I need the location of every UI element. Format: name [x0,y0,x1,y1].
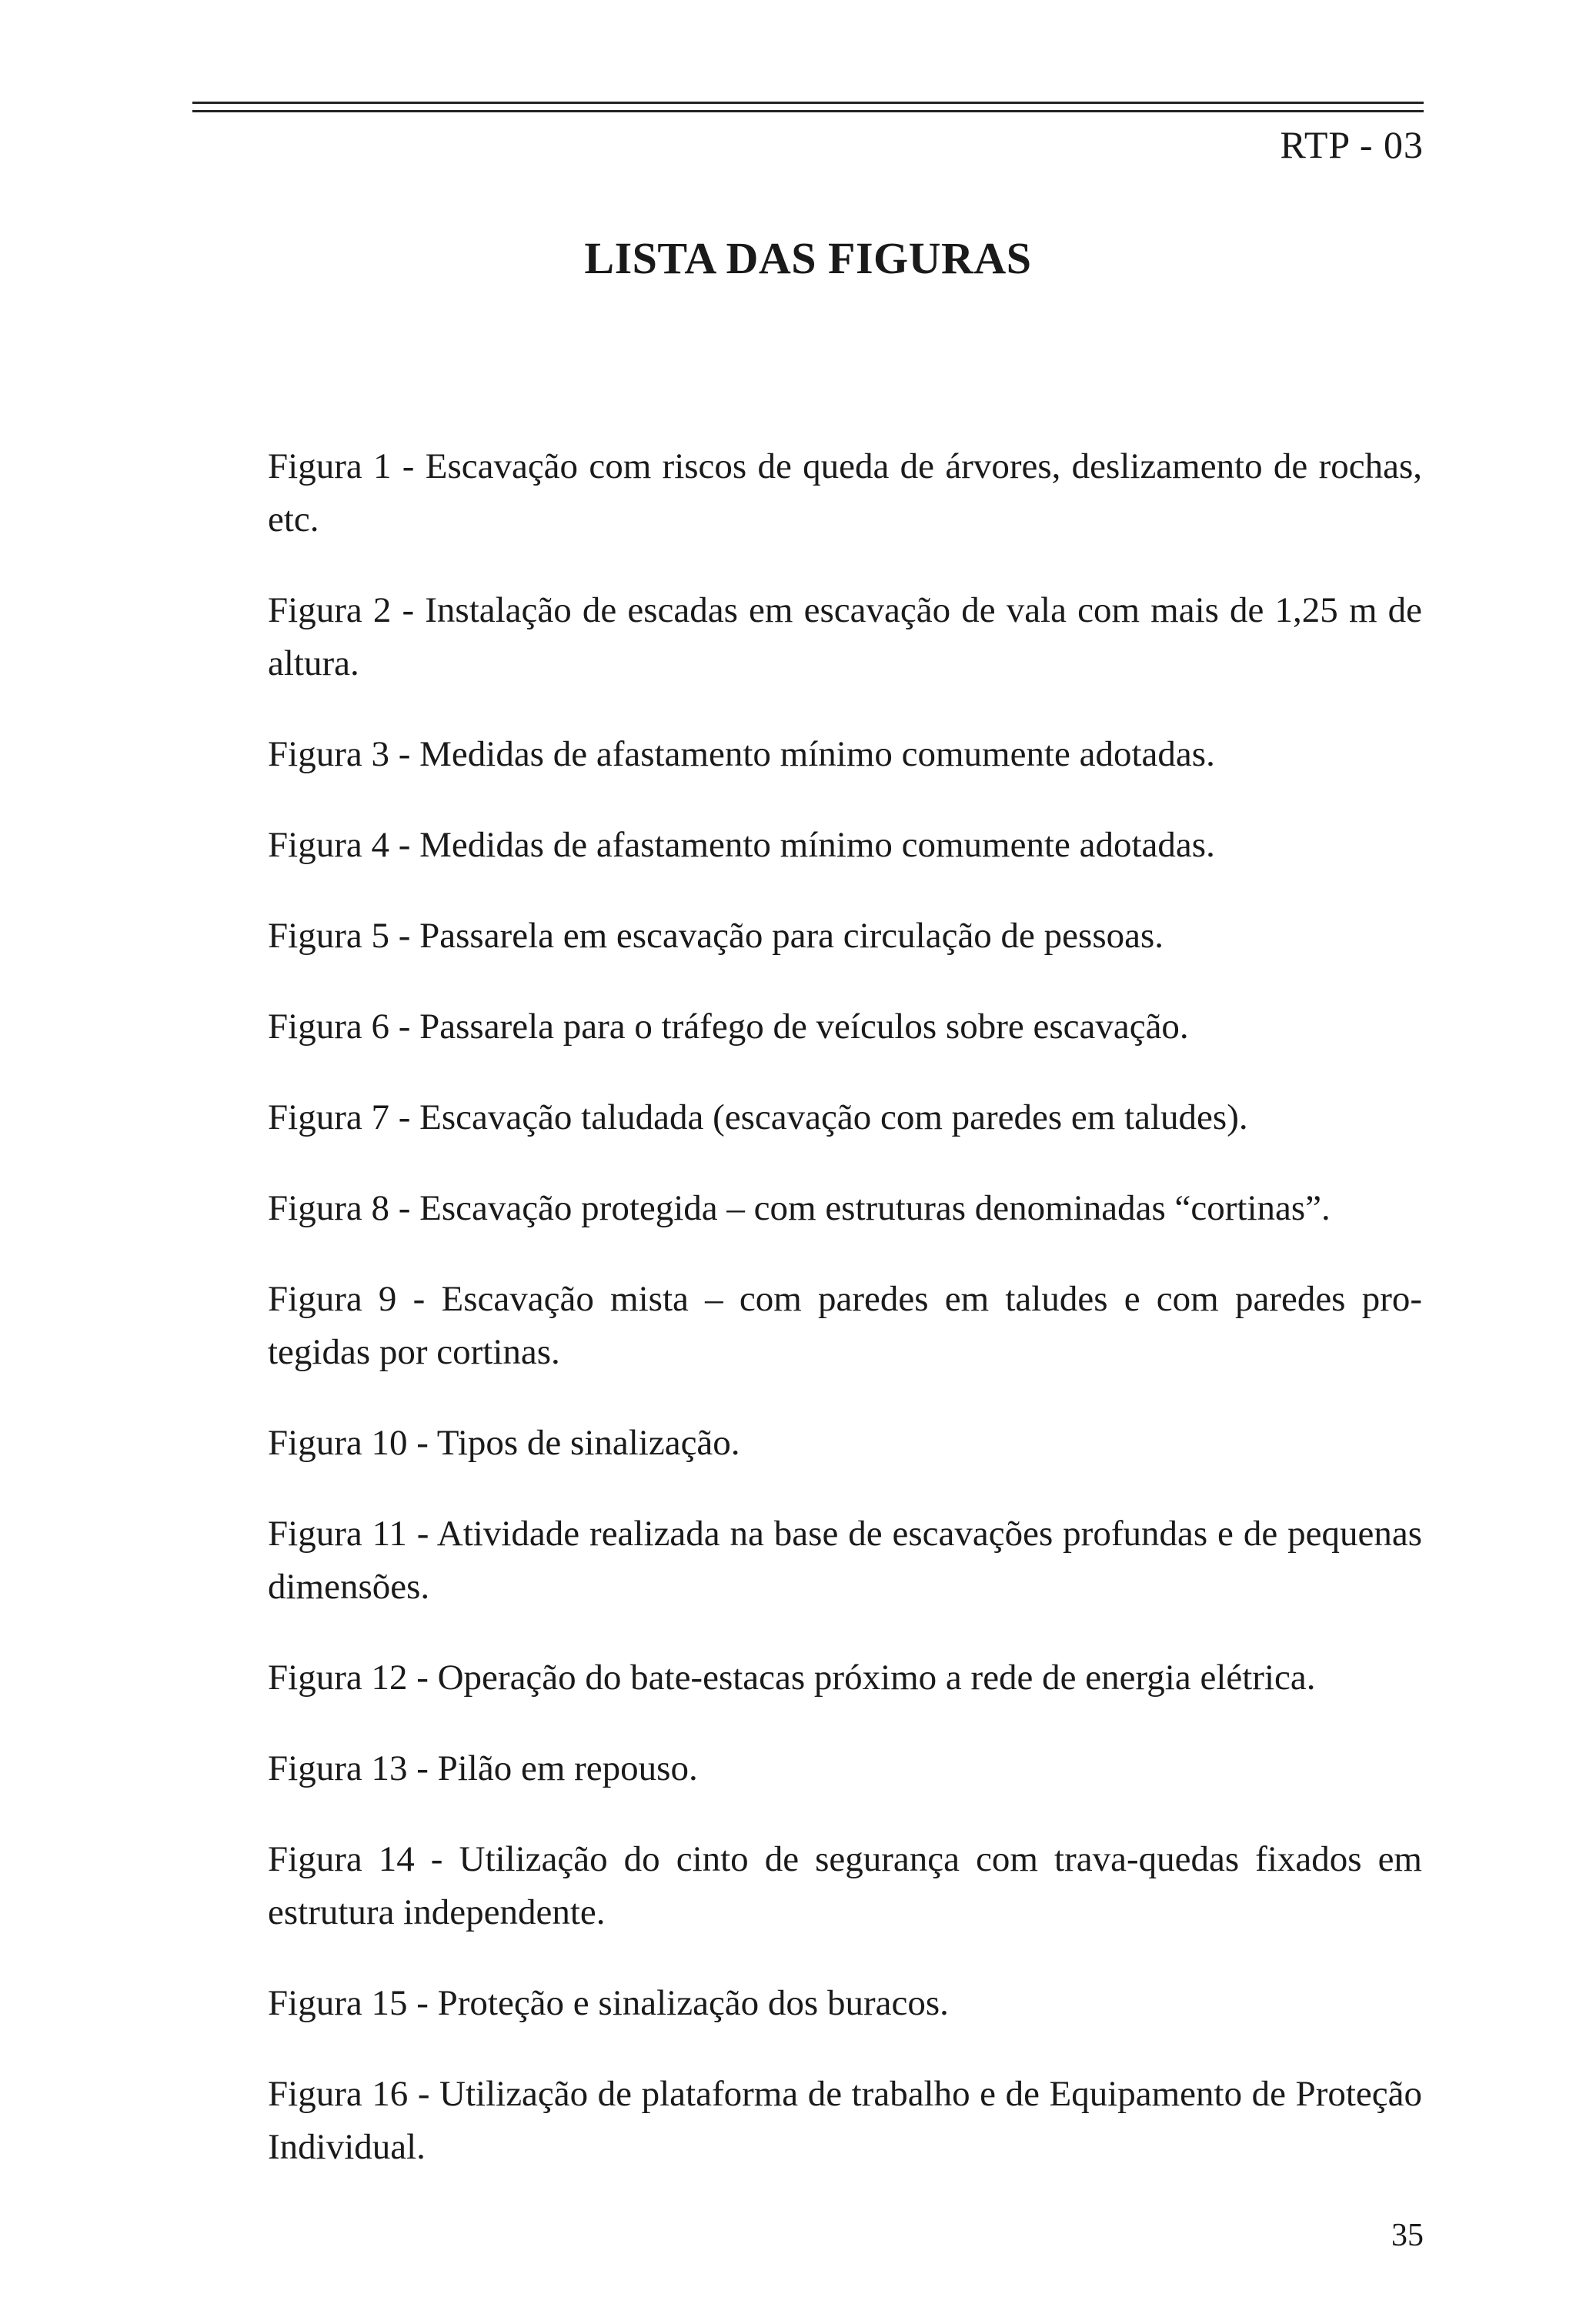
figure-item-5: Figura 5 - Passarela em escavação para circulação de pessoas. [268,916,1164,956]
figure-item-3: Figura 3 - Medidas de afastamento mínimo comumente adotadas. [268,734,1215,774]
figure-item-11: Figura 11 - Atividade realizada na base de escavações profundas e de pequenas dimensões. [268,1514,1422,1607]
figure-item-9: Figura 9 - Escavação mista – com paredes em taludes e com paredes pro-tegidas por cortinas. [268,1279,1422,1372]
figure-item-1: Figura 1 - Escavação com riscos de queda de árvores, deslizamento de rochas, etc. [268,446,1422,539]
figure-item-16: Figura 16 - Utilização de plataforma de trabalho e de Equipamento de Proteção Individual. [268,2074,1422,2167]
figure-item-10: Figura 10 - Tipos de sinalização. [268,1423,740,1463]
page-title: LISTA DAS FIGURAS [584,232,1032,283]
document-code: RTP - 03 [1280,123,1424,166]
header-rule-top [192,102,1424,104]
figure-item-2: Figura 2 - Instalação de escadas em escavação de vala com mais de 1,25 m de altura. [268,590,1422,683]
figure-item-8: Figura 8 - Escavação protegida – com estruturas denominadas “cortinas”. [268,1188,1331,1228]
figure-list [268,440,1422,2212]
figure-item-13: Figura 13 - Pilão em repouso. [268,1748,698,1788]
figure-item-15: Figura 15 - Proteção e sinalização dos buracos. [268,1983,949,2023]
figure-item-7: Figura 7 - Escavação taludada (escavação com paredes em taludes). [268,1097,1248,1137]
page-number: 35 [1391,2218,1424,2253]
header-rule-bottom [192,110,1424,112]
figure-item-6: Figura 6 - Passarela para o tráfego de veículos sobre escavação. [268,1007,1189,1047]
figure-item-14: Figura 14 - Utilização do cinto de segurança com trava-quedas fixados em estrutura independente. [268,1839,1422,1932]
figure-item-4: Figura 4 - Medidas de afastamento mínimo comumente adotadas. [268,825,1215,865]
figure-item-12: Figura 12 - Operação do bate-estacas próximo a rede de energia elétrica. [268,1658,1316,1698]
